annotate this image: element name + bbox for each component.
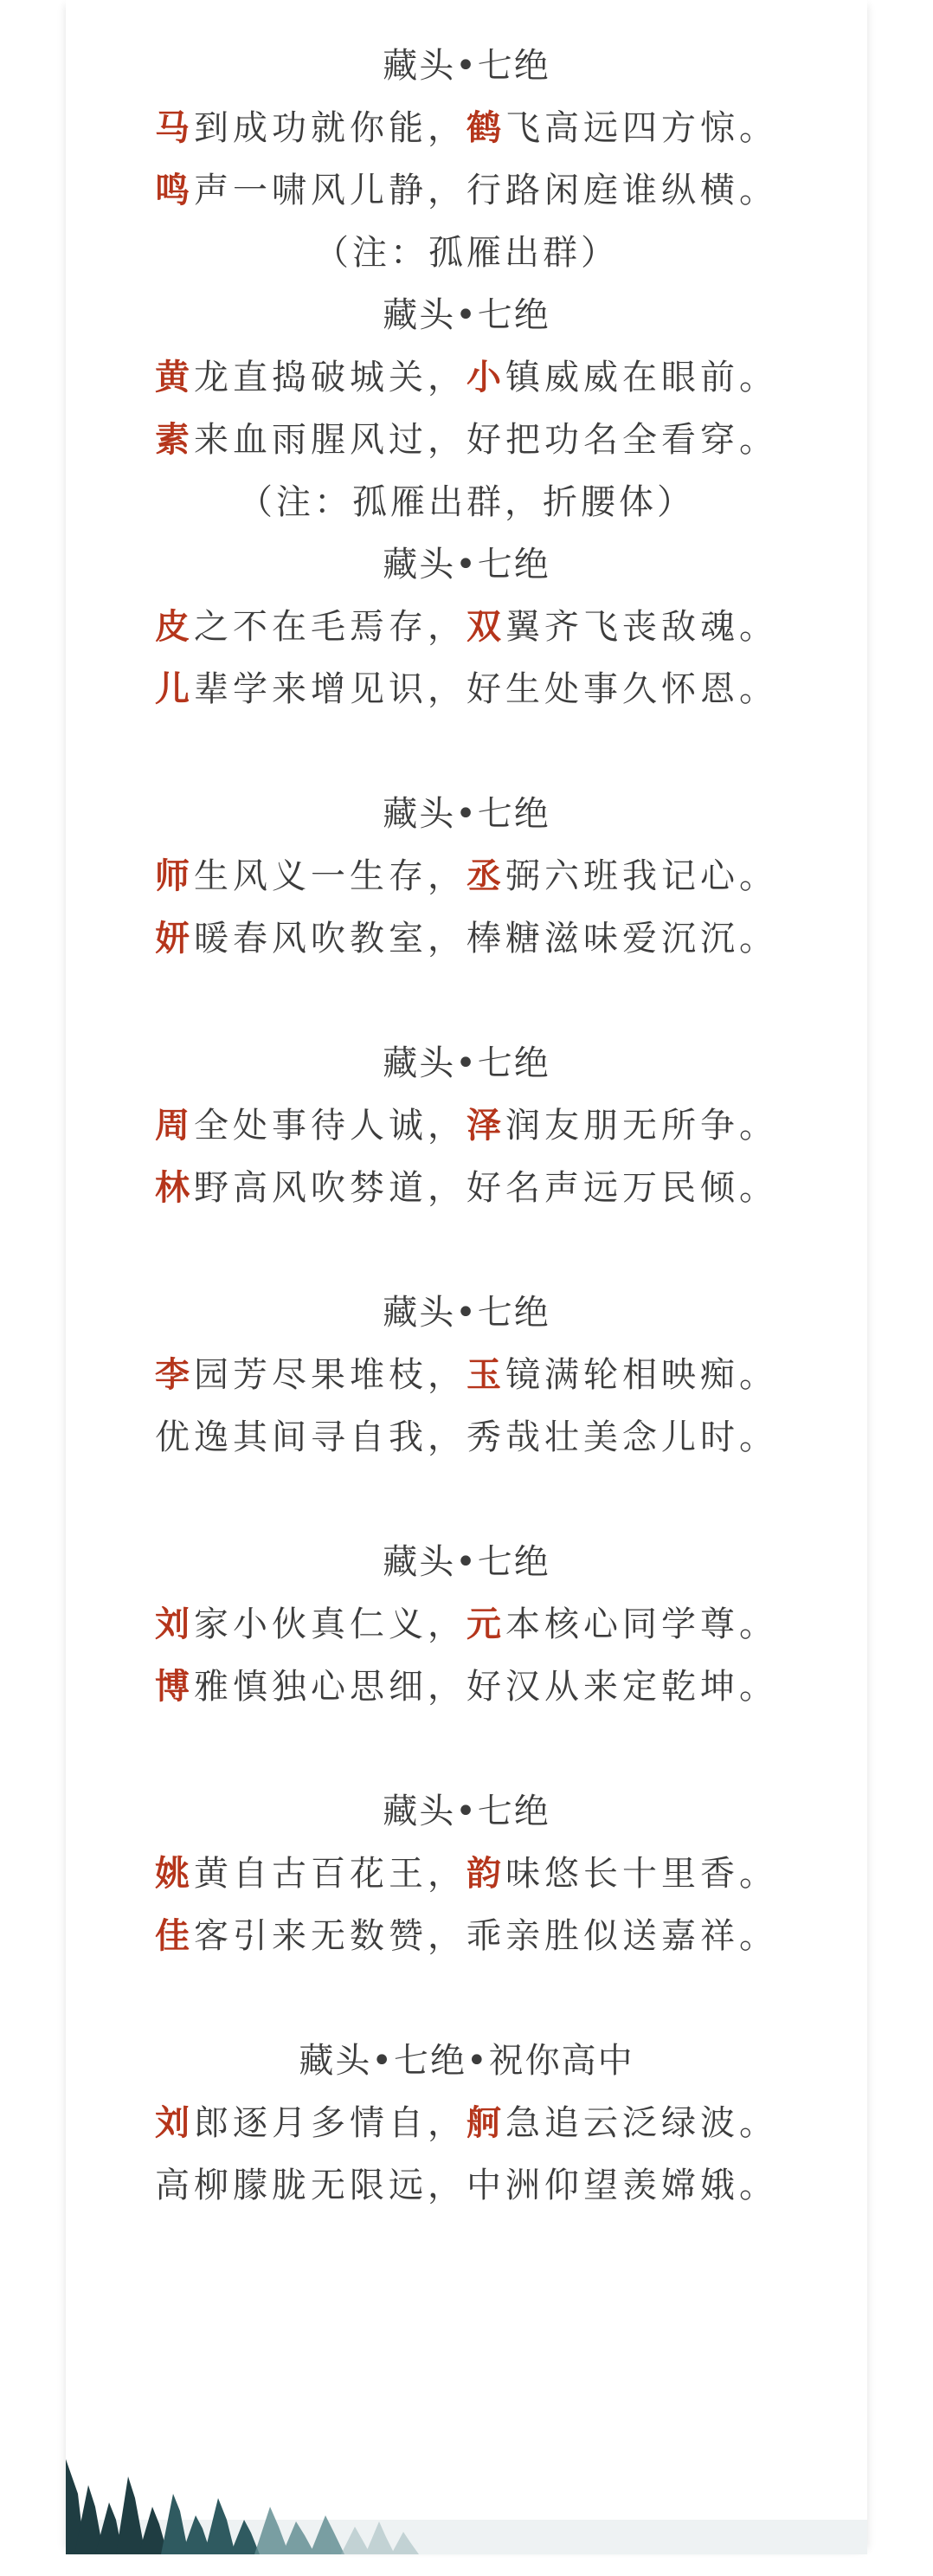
line-text: 生风义一生存， <box>194 856 466 896</box>
line-text: 镜满轮相映痴。 <box>505 1355 778 1395</box>
poem-title: 藏头•七绝 <box>383 46 550 86</box>
acrostic-char: 鸣 <box>155 171 194 210</box>
poem-line <box>66 2092 867 2154</box>
poem-list <box>66 35 867 2279</box>
acrostic-char: 玉 <box>466 1355 505 1395</box>
acrostic-char: 刘 <box>155 2103 194 2143</box>
line-text: 家小伙真仁义， <box>194 1604 466 1644</box>
acrostic-char: 刘 <box>155 1604 194 1644</box>
article-card <box>66 0 867 2554</box>
acrostic-char: 佳 <box>155 1916 194 1956</box>
line-text: 翼齐飞丧敌魂。 <box>505 607 778 647</box>
line-text: 辈学来增见识，好生处事久怀恩。 <box>194 669 778 709</box>
acrostic-char: 周 <box>155 1106 194 1146</box>
acrostic-char: 韵 <box>466 1854 505 1894</box>
acrostic-char: 丞 <box>466 856 505 896</box>
poem-line <box>66 1905 867 1967</box>
poem-block <box>66 1780 867 2030</box>
poem-line <box>66 907 867 970</box>
acrostic-char: 素 <box>155 420 194 460</box>
poem-line <box>66 596 867 658</box>
poem-line <box>66 1843 867 1905</box>
acrostic-char: 妍 <box>155 919 194 959</box>
poem-line <box>66 1656 867 1718</box>
line-text: 弼六班我记心。 <box>505 856 778 896</box>
poem-title: 藏头•七绝 <box>383 794 550 834</box>
acrostic-char: 儿 <box>155 669 194 709</box>
line-text: 之不在毛焉存， <box>194 607 466 647</box>
line-text: 味悠长十里香。 <box>505 1854 778 1894</box>
poem-title: 藏头•七绝•祝你高中 <box>299 2041 634 2081</box>
line-text: 客引来无数赞，乖亲胜似送嘉祥。 <box>194 1916 778 1956</box>
acrostic-char: 舸 <box>466 2103 505 2143</box>
acrostic-char: 小 <box>466 358 505 397</box>
line-text: 声一啸风儿静，行路闲庭谁纵横。 <box>194 171 778 210</box>
poem-line <box>66 1593 867 1656</box>
poem-note: （注：孤雁出群） <box>314 233 619 273</box>
acrostic-char: 双 <box>466 607 505 647</box>
line-text: 龙直捣破城关， <box>194 358 466 397</box>
poem-title: 藏头•七绝 <box>383 295 550 335</box>
line-text: 润友朋无所争。 <box>505 1106 778 1146</box>
poem-block <box>66 284 867 533</box>
poem-note: （注：孤雁出群，折腰体） <box>238 482 695 522</box>
poem-line <box>66 658 867 720</box>
acrostic-char: 博 <box>155 1667 194 1707</box>
line-text: 来血雨腥风过，好把功名全看穿。 <box>194 420 778 460</box>
line-text: 到成功就你能， <box>194 108 466 148</box>
line-text: 高柳朦胧无限远，中洲仰望羡嫦娥。 <box>155 2166 778 2205</box>
acrostic-char: 皮 <box>155 607 194 647</box>
line-text: 郎逐月多情自， <box>194 2103 466 2143</box>
line-text: 野高风吹棼道，好名声远万民倾。 <box>194 1168 778 1208</box>
pine-trees-icon <box>66 2424 867 2554</box>
poem-block <box>66 1032 867 1282</box>
acrostic-char: 黄 <box>155 358 194 397</box>
poem-line <box>66 97 867 159</box>
poem-line <box>66 1157 867 1219</box>
poem-title: 藏头•七绝 <box>383 545 550 584</box>
acrostic-char: 元 <box>466 1604 505 1644</box>
line-text: 镇威威在眼前。 <box>505 358 778 397</box>
acrostic-char: 李 <box>155 1355 194 1395</box>
poem-line <box>66 159 867 222</box>
poem-line <box>66 845 867 907</box>
poem-block <box>66 783 867 1032</box>
poem-block <box>66 2030 867 2279</box>
poem-block <box>66 35 867 284</box>
poem-line <box>66 346 867 409</box>
poem-line <box>66 2154 867 2217</box>
poem-title: 藏头•七绝 <box>383 1792 550 1831</box>
acrostic-char: 鹤 <box>466 108 505 148</box>
line-text: 本核心同学尊。 <box>505 1604 778 1644</box>
line-text: 园芳尽果堆枝， <box>194 1355 466 1395</box>
line-text: 全处事待人诚， <box>194 1106 466 1146</box>
poem-title: 藏头•七绝 <box>383 1043 550 1083</box>
poem-block <box>66 1531 867 1780</box>
poem-title: 藏头•七绝 <box>383 1293 550 1333</box>
acrostic-char: 姚 <box>155 1854 194 1894</box>
poem-line <box>66 1406 867 1469</box>
line-text: 黄自古百花王， <box>194 1854 466 1894</box>
acrostic-char: 马 <box>155 108 194 148</box>
acrostic-char: 林 <box>155 1168 194 1208</box>
poem-line <box>66 409 867 471</box>
poem-block <box>66 533 867 783</box>
line-text: 雅慎独心思细，好汉从来定乾坤。 <box>194 1667 778 1707</box>
poem-title: 藏头•七绝 <box>383 1542 550 1582</box>
line-text: 优逸其间寻自我，秀哉壮美念儿时。 <box>155 1417 778 1457</box>
line-text: 暖春风吹教室，棒糖滋味爱沉沉。 <box>194 919 778 959</box>
line-text: 急追云泛绿波。 <box>505 2103 778 2143</box>
poem-line <box>66 1344 867 1406</box>
poem-block <box>66 1282 867 1531</box>
acrostic-char: 泽 <box>466 1106 505 1146</box>
acrostic-char: 师 <box>155 856 194 896</box>
poem-line <box>66 1094 867 1157</box>
line-text: 飞高远四方惊。 <box>505 108 778 148</box>
